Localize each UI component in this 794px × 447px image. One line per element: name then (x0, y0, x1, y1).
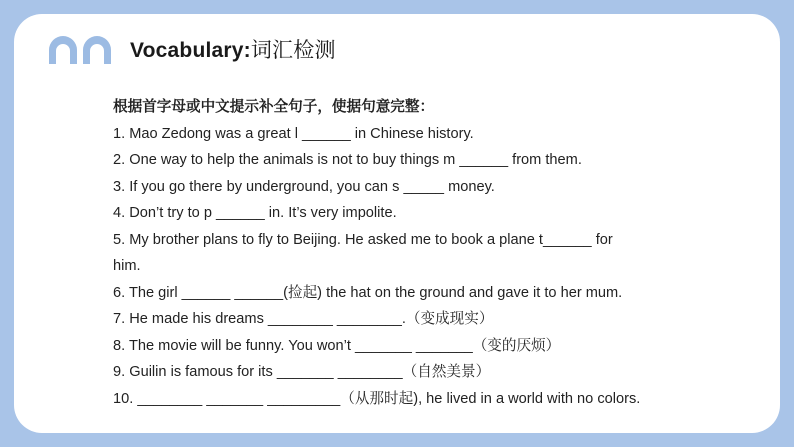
exercise-line: 9. Guilin is famous for its _______ ________（自然美景） (113, 364, 491, 380)
exercise-line: him. (113, 258, 141, 274)
instruction-text: 根据首字母或中文提示补全句子，使据句意完整： (113, 99, 435, 115)
exercise-line: 2. One way to help the animals is not to buy things m ______ from them. (113, 152, 582, 168)
exercise-line: 6. The girl ______ ______(捡起) the hat on the ground and gave it to her mum. (113, 284, 623, 301)
exercise-body (113, 94, 713, 412)
exercise-line: 10. ________ _______ _________（从那时起), he lived in a world with no colors. (113, 390, 641, 407)
exercise-line: 3. If you go there by underground, you can s _____ money. (113, 178, 495, 195)
arches-decoration-icon (46, 34, 118, 64)
exercise-line: 4. Don’t try to p ______ in. It’s very impolite. (113, 205, 397, 221)
page-title (130, 34, 336, 64)
exercise-line: 1. Mao Zedong was a great l ______ in Chinese history. (113, 125, 474, 142)
exercise-line: 7. He made his dreams ________ ________.（变成现实） (113, 311, 494, 327)
exercise-line: 5. My brother plans to fly to Beijing. He asked me to book a plane t______ for (113, 231, 613, 248)
exercise-line: 8. The movie will be funny. You won’t _______ _______（变的厌烦） (113, 337, 561, 354)
title-english: Vocabulary: (130, 39, 251, 62)
title-chinese: 词汇检测 (250, 39, 336, 62)
